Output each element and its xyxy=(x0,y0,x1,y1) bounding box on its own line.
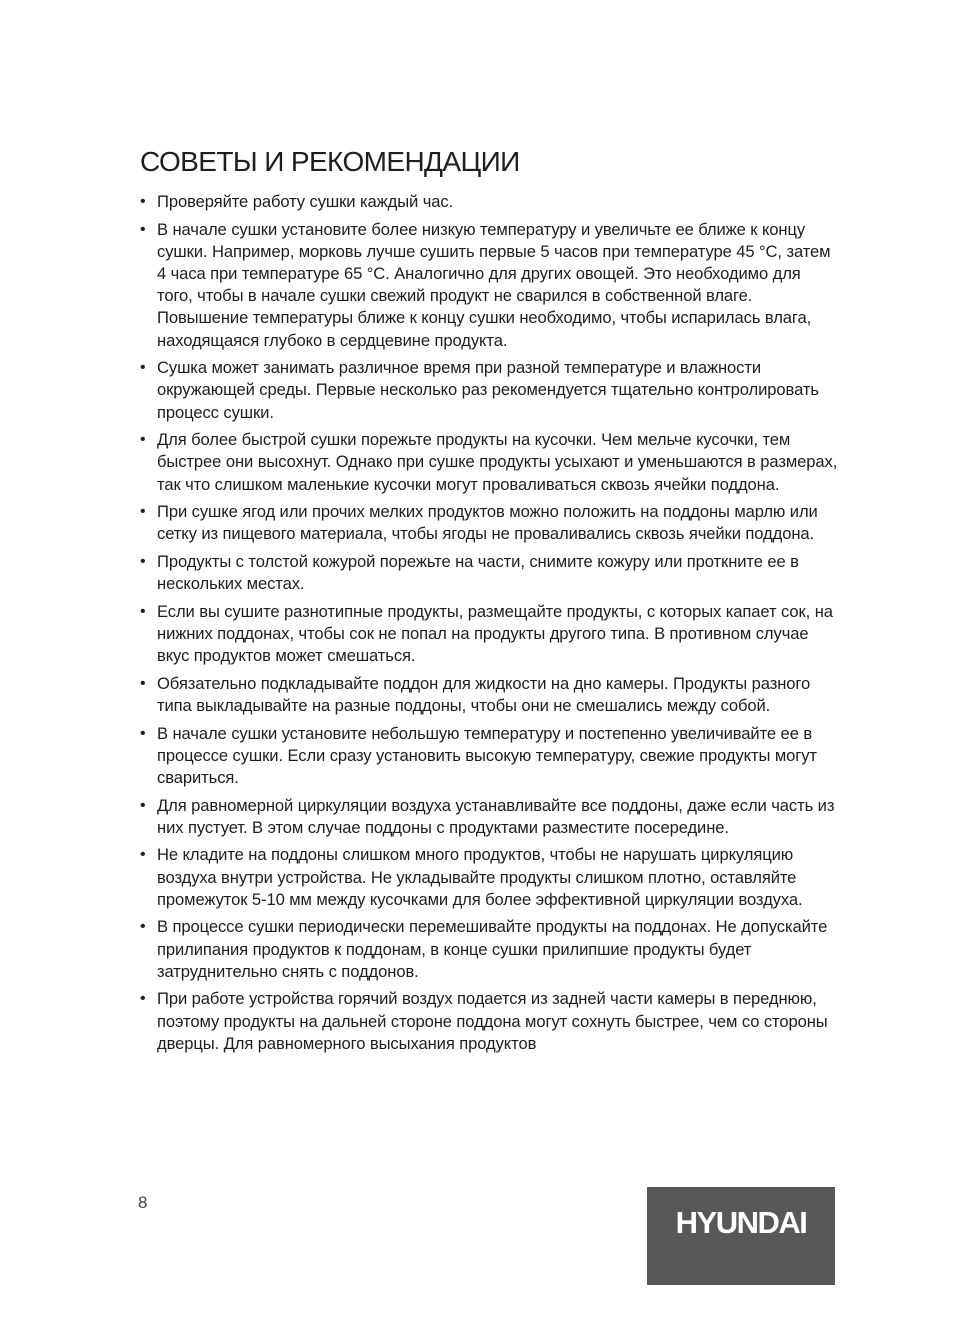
bullet-icon: • xyxy=(140,220,146,238)
tip-text: При работе устройства горячий воздух подается из задней части камеры в переднюю, поэтому продукты на дальней стороне поддона могут сохнуть быстрее, чем со стороны дверцы. Для равномерного высыхания продуктов xyxy=(157,989,828,1053)
page-title: СОВЕТЫ И РЕКОМЕНДАЦИИ xyxy=(140,146,520,177)
list-item xyxy=(140,501,840,545)
bullet-icon: • xyxy=(140,674,146,692)
list-item xyxy=(140,357,840,424)
list-item xyxy=(140,191,840,213)
tip-text: В начале сушки установите более низкую температуру и увеличьте ее ближе к концу сушки. Например, морковь лучше сушить первые 5 часов при температуре 45 °C, затем 4 часа при температуре 65 °C. Аналогично для других овощей. Это необходимо для того, чтобы в начале сушки свежий продукт не сварился в собственной влаге. Повышение температуры ближе к концу сушки необходимо, чтобы испарилась влага, находящаяся глубоко в сердцевине продукта. xyxy=(157,219,831,350)
tip-text: Для более быстрой сушки порежьте продукты на кусочки. Чем мельче кусочки, тем быстрее они высохнут. Однако при сушке продукты усыхают и уменьшаются в размерах, так что слишком маленькие кусочки могут проваливаться сквозь ячейки поддона. xyxy=(157,430,838,494)
tip-text: Продукты с толстой кожурой порежьте на части, снимите кожуру или проткните ее в нескольких местах. xyxy=(157,552,799,594)
tip-text: Не кладите на поддоны слишком много продуктов, чтобы не нарушать циркуляцию воздуха внутри устройства. Не укладывайте продукты слишком плотно, оставляйте промежуток 5-10 мм между кусочками для более эффективной циркуляции воздуха. xyxy=(157,845,803,909)
brand-name: HYUNDAI xyxy=(675,1205,807,1240)
list-item xyxy=(140,844,840,911)
list-item xyxy=(140,429,840,496)
tip-text: Обязательно подкладывайте поддон для жидкости на дно камеры. Продукты разного типа выкладывайте на разные поддоны, чтобы они не смешались между собой. xyxy=(157,673,811,715)
bullet-icon: • xyxy=(140,724,146,742)
tip-text: В начале сушки установите небольшую температуру и постепенно увеличивайте ее в процессе сушки. Если сразу установить высокую температуру, свежие продукты могут свариться. xyxy=(157,723,817,787)
tip-text: В процессе сушки периодически перемешивайте продукты на поддонах. Не допускайте прилипания продуктов к поддонам, в конце сушки прилипшие продукты будет затруднительно снять с поддонов. xyxy=(157,917,828,981)
tip-text: Проверяйте работу сушки каждый час. xyxy=(157,192,454,211)
page-number: 8 xyxy=(138,1193,148,1212)
brand-logo xyxy=(647,1187,835,1285)
tip-text: Если вы сушите разнотипные продукты, размещайте продукты, с которых капает сок, на нижних поддонах, чтобы сок не попал на продукты другого типа. В противном случае вкус продуктов может смешаться. xyxy=(157,601,833,666)
bullet-icon: • xyxy=(140,431,146,449)
tip-text: Сушка может занимать различное время при разной температуре и влажности окружающей среды. Первые несколько раз рекомендуется тщательно контролировать процесс сушки. xyxy=(157,358,819,422)
bullet-icon: • xyxy=(140,602,146,620)
bullet-icon: • xyxy=(140,193,146,210)
bullet-icon: • xyxy=(140,359,146,377)
list-item xyxy=(140,916,840,983)
bullet-icon: • xyxy=(140,503,146,521)
bullet-icon: • xyxy=(140,918,146,936)
bullet-icon: • xyxy=(140,846,146,864)
tip-text: При сушке ягод или прочих мелких продуктов можно положить на поддоны марлю или сетку из пищевого материала, чтобы ягоды не проваливались сквозь ячейки поддона. xyxy=(157,502,818,544)
list-item xyxy=(140,219,840,352)
bullet-icon: • xyxy=(140,553,146,570)
bullet-icon: • xyxy=(140,990,146,1008)
list-item xyxy=(140,795,840,839)
list-item xyxy=(140,601,840,668)
list-item xyxy=(140,551,840,595)
bullet-icon: • xyxy=(140,796,146,814)
list-item xyxy=(140,988,840,1055)
list-item xyxy=(140,673,840,717)
tip-text: Для равномерной циркуляции воздуха устанавливайте все поддоны, даже если часть из них пустует. В этом случае поддоны с продуктами разместите посередине. xyxy=(157,795,835,837)
tips-list xyxy=(140,191,840,1060)
list-item xyxy=(140,723,840,790)
